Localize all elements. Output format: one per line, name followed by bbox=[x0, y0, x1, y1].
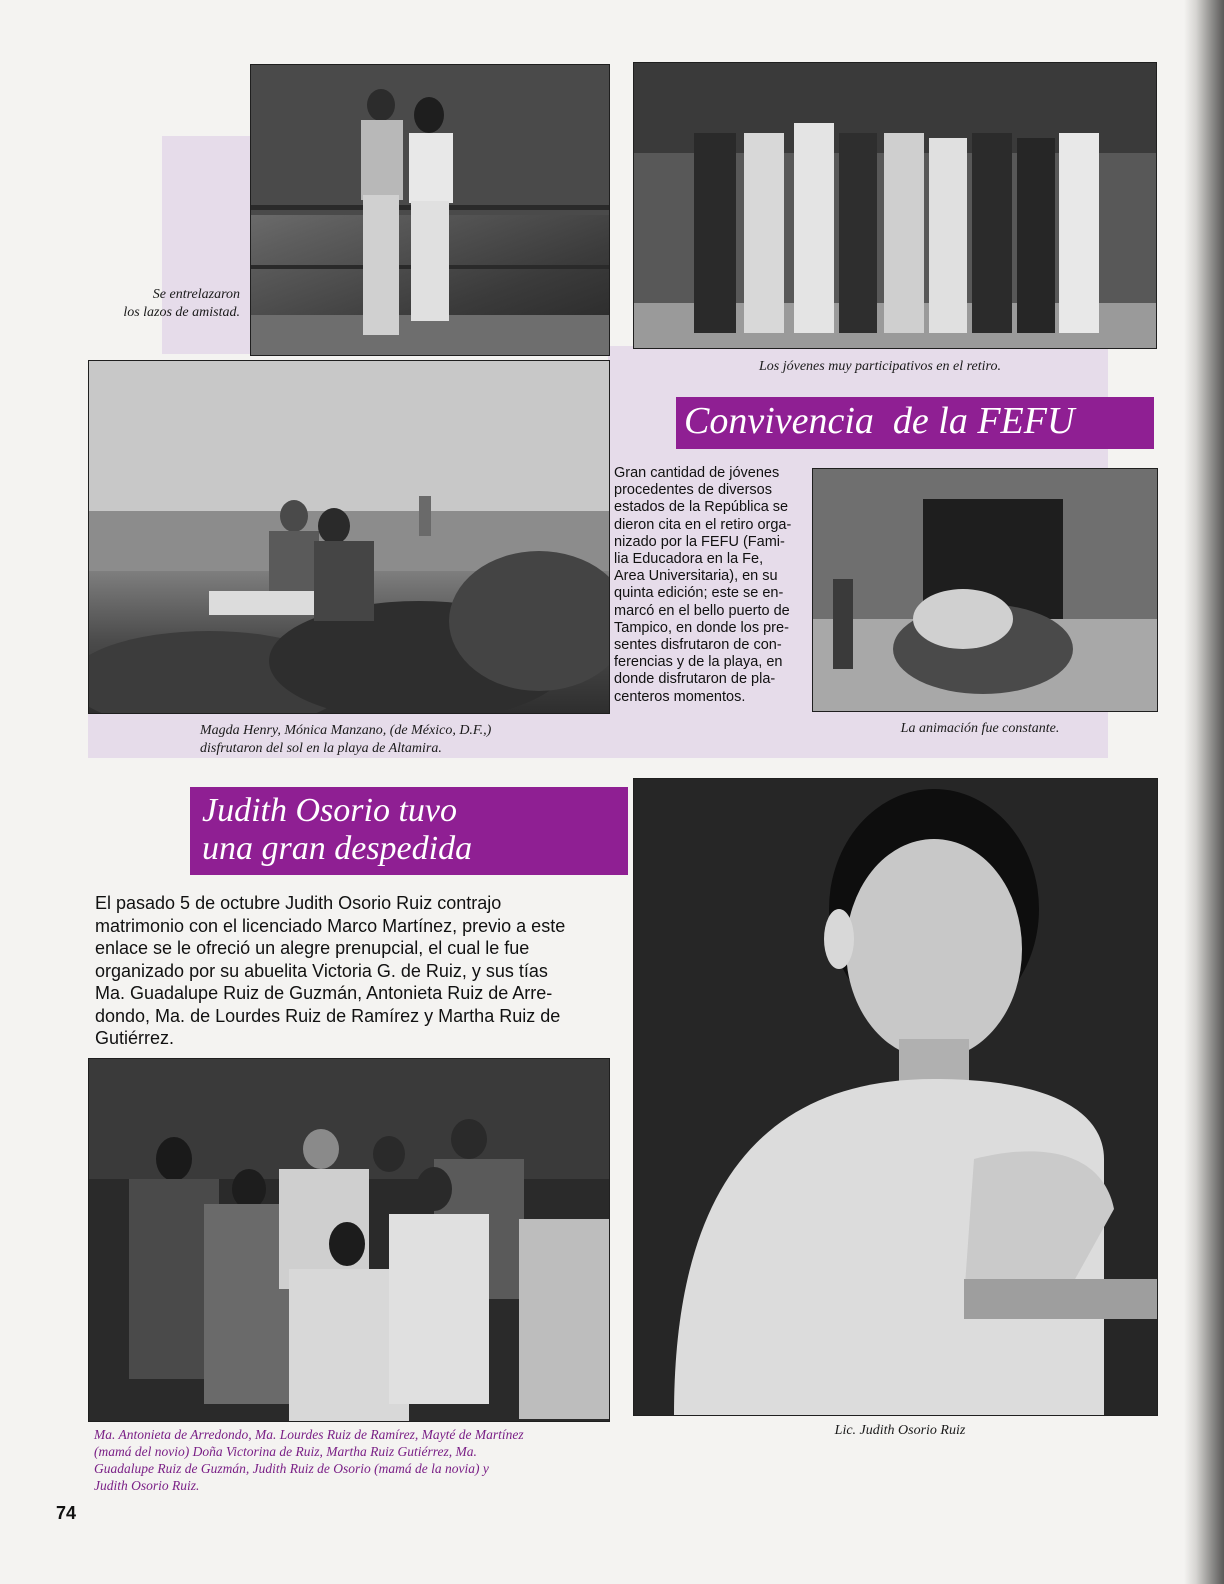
beach-caption-line2: disfrutaron del sol en la playa de Altamira. bbox=[200, 741, 442, 756]
couple-caption-line2: los lazos de amistad. bbox=[123, 305, 240, 320]
fefu-body-line: Gran cantidad de jóvenes bbox=[614, 465, 780, 481]
judith-title-banner bbox=[190, 787, 628, 875]
family-caption-line: Judith Osorio Ruiz. bbox=[94, 1478, 200, 1493]
judith-title-line1: Judith Osorio tuvo bbox=[202, 792, 457, 829]
fefu-body-line: sentes disfrutaron de con- bbox=[614, 637, 782, 654]
fefu-body bbox=[614, 465, 806, 706]
judith-body-line: Gutiérrez. bbox=[95, 1028, 175, 1048]
judith-body-line: Ma. Guadalupe Ruiz de Guzmán, Antonieta Ruiz de Arre- bbox=[95, 983, 553, 1003]
couple-caption-line1: Se entrelazaron bbox=[152, 287, 240, 302]
family-group-caption bbox=[94, 1426, 614, 1494]
family-caption-line: Ma. Antonieta de Arredondo, Ma. Lourdes Ruiz de Ramírez, Mayté de Martínez bbox=[94, 1427, 524, 1442]
judith-body-line: organizado por su abuelita Victoria G. de Ruiz, y sus tías bbox=[95, 960, 548, 981]
youth-group-caption: Los jóvenes muy participativos en el retiro. bbox=[759, 359, 1001, 374]
fefu-body-line: donde disfrutaron de pla- bbox=[614, 671, 776, 688]
judith-body-line: matrimonio con el licenciado Marco Martínez, previo a este bbox=[95, 915, 566, 936]
fefu-title: Convivencia de la FEFU bbox=[684, 400, 1075, 442]
judith-body-line: El pasado 5 de octubre Judith Osorio Ruiz contrajo bbox=[95, 893, 502, 913]
judith-body bbox=[95, 892, 605, 1050]
fefu-body-line: ferencias y de la playa, en bbox=[614, 654, 783, 671]
fefu-group-caption: La animación fue constante. bbox=[900, 721, 1060, 736]
couple-photo bbox=[250, 64, 610, 356]
fefu-body-line: procedentes de diversos bbox=[614, 482, 772, 499]
couple-caption bbox=[100, 286, 240, 322]
beach-photo bbox=[88, 360, 610, 714]
fefu-body-line: Area Universitaria), en su bbox=[614, 568, 778, 585]
fefu-body-line: Tampico, en donde los pre- bbox=[614, 619, 789, 636]
fefu-body-line: marcó en el bello puerto de bbox=[614, 602, 790, 619]
fefu-body-line: nizado por la FEFU (Fami- bbox=[614, 533, 785, 550]
fefu-body-line: quinta edición; este se en- bbox=[614, 585, 784, 602]
judith-portrait-photo bbox=[633, 778, 1158, 1416]
fefu-group-photo bbox=[812, 468, 1158, 712]
beach-caption bbox=[200, 722, 600, 758]
page-number: 74 bbox=[56, 1503, 77, 1523]
portrait-caption: Lic. Judith Osorio Ruiz bbox=[834, 1423, 966, 1438]
fefu-body-line: estados de la República se bbox=[614, 499, 789, 516]
fefu-title-banner bbox=[676, 397, 1154, 449]
judith-body-line: enlace se le ofreció un alegre prenupcial, el cual le fue bbox=[95, 938, 530, 958]
beach-caption-line1: Magda Henry, Mónica Manzano, (de México, D.F.,) bbox=[200, 723, 492, 738]
fefu-body-line: dieron cita en el retiro orga- bbox=[614, 516, 792, 533]
fefu-body-line: centeros momentos. bbox=[614, 688, 746, 705]
family-caption-line: (mamá del novio) Doña Victorina de Ruiz, Martha Ruiz Gutiérrez, Ma. bbox=[94, 1444, 477, 1459]
family-group-photo bbox=[88, 1058, 610, 1422]
judith-title-line2: una gran despedida bbox=[202, 830, 473, 867]
fefu-body-line: lia Educadora en la Fe, bbox=[614, 551, 764, 568]
family-caption-line: Guadalupe Ruiz de Guzmán, Judith Ruiz de Osorio (mamá de la novia) y bbox=[94, 1461, 489, 1476]
page-edge-shadow bbox=[1184, 0, 1224, 1584]
youth-group-photo bbox=[633, 62, 1157, 349]
judith-body-line: dondo, Ma. de Lourdes Ruiz de Ramírez y Martha Ruiz de bbox=[95, 1005, 561, 1026]
